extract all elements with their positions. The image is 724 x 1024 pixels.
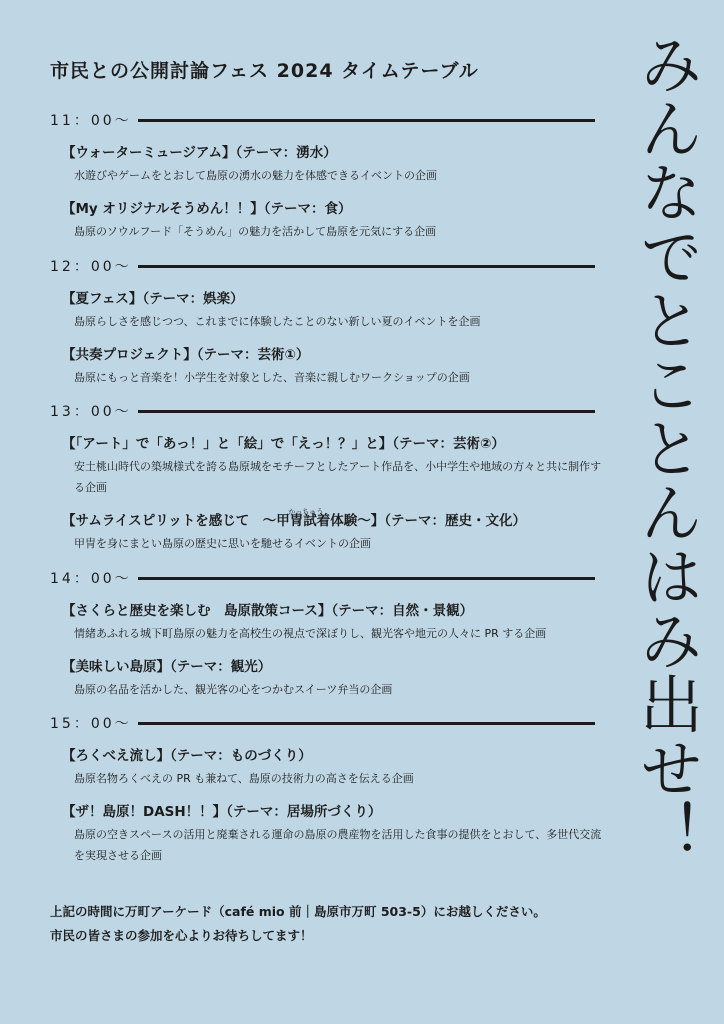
footer-note (50, 900, 610, 948)
timeslot-11 (50, 110, 595, 242)
event-item (62, 658, 595, 700)
time-label: 13：00～ (50, 404, 132, 420)
event-title-part: 【サムライスピリットを感じて ～ (62, 513, 277, 529)
timeslot-12 (50, 256, 595, 388)
time-label: 12：00～ (50, 259, 132, 275)
time-header (50, 256, 595, 276)
event-title (62, 508, 595, 530)
event-title: 【美味しい島原】（テーマ：観光） (62, 659, 272, 675)
event-description: 島原にもっと音楽を！小学生を対象とした、音楽に親しむワークショップの企画 (74, 371, 470, 384)
timeslot-15 (50, 713, 602, 866)
event-title: 【ウォーターミュージアム】（テーマ：湧水） (62, 145, 337, 161)
event-item (62, 508, 595, 554)
event-title: 【ろくべえ流し】（テーマ：ものづくり） (62, 748, 312, 764)
divider-line (138, 577, 595, 580)
event-item (62, 346, 595, 388)
event-title: 【さくらと歴史を楽しむ 島原散策コース】（テーマ：自然・景観） (62, 603, 474, 619)
footer-line: 上記の時間に万町アーケード（café mio 前｜島原市万町 503-5）にお越しください。 (50, 904, 546, 919)
event-description: 島原の空きスペースの活用と廃棄される運命の島原の農産物を活用した食事の提供をとおして、多世代交流を実現させる企画 (74, 828, 602, 862)
timeslot-13 (50, 401, 602, 554)
event-description: 甲冑を身にまとい島原の歴史に思いを馳せるイベントの企画 (74, 537, 371, 550)
event-title: 【My オリジナルそうめん！！】（テーマ：食） (62, 201, 352, 217)
divider-line (138, 410, 595, 413)
time-header (50, 713, 595, 733)
event-item (62, 144, 595, 186)
slogan: みんなでとことんはみ出せ！ (630, 32, 703, 864)
divider-line (138, 722, 595, 725)
event-item (62, 435, 602, 498)
divider-line (138, 265, 595, 268)
event-description: 情緒あふれる城下町島原の魅力を高校生の視点で深ぼりし、観光客や地元の人々に PR する企画 (74, 627, 547, 640)
time-header (50, 568, 595, 588)
event-title: 【夏フェス】（テーマ：娯楽） (62, 291, 244, 307)
time-label: 14：00～ (50, 571, 132, 587)
event-item (62, 602, 595, 644)
divider-line (138, 119, 595, 122)
time-header (50, 401, 595, 421)
event-item (62, 200, 595, 242)
event-description: 水遊びやゲームをとおして島原の湧水の魅力を体感できるイベントの企画 (74, 169, 437, 182)
event-title: 【ザ！島原！DASH！！】（テーマ：居場所づくり） (62, 804, 382, 820)
event-item (62, 290, 595, 332)
event-description: 島原のソウルフード「そうめん」の魅力を活かして島原を元気にする企画 (74, 225, 437, 238)
event-item (62, 803, 602, 866)
furigana: かっちゅう (288, 508, 324, 516)
event-title: 【共奏プロジェクト】（テーマ：芸術①） (62, 347, 310, 363)
time-label: 11：00～ (50, 113, 132, 129)
time-header (50, 110, 595, 130)
footer-line: 市民の皆さまの参加を心よりお待ちしてます！ (50, 928, 313, 943)
ruby-base: 甲冑 (276, 513, 304, 529)
event-title-part: 試着体験～】（テーマ：歴史・文化） (303, 513, 526, 529)
event-description: 安土桃山時代の築城様式を誇る島原城をモチーフとしたアート作品を、小中学生や地域の方々と共に制作する企画 (74, 460, 602, 494)
event-description: 島原らしさを感じつつ、これまでに体験したことのない新しい夏のイベントを企画 (74, 315, 481, 328)
event-item (62, 747, 595, 789)
event-description: 島原の名品を活かした、観光客の心をつかむスイーツ弁当の企画 (74, 683, 393, 696)
event-description: 島原名物ろくべえの PR も兼ねて、島原の技術力の高さを伝える企画 (74, 772, 414, 785)
event-title: 【「アート」で「あっ！」と「絵」で「えっ！？」と】（テーマ：芸術②） (62, 436, 505, 452)
time-label: 15：00～ (50, 716, 132, 732)
page-title: 市民との公開討論フェス 2024 タイムテーブル (50, 60, 479, 82)
ruby-group (276, 508, 324, 530)
timeslot-14 (50, 568, 595, 700)
